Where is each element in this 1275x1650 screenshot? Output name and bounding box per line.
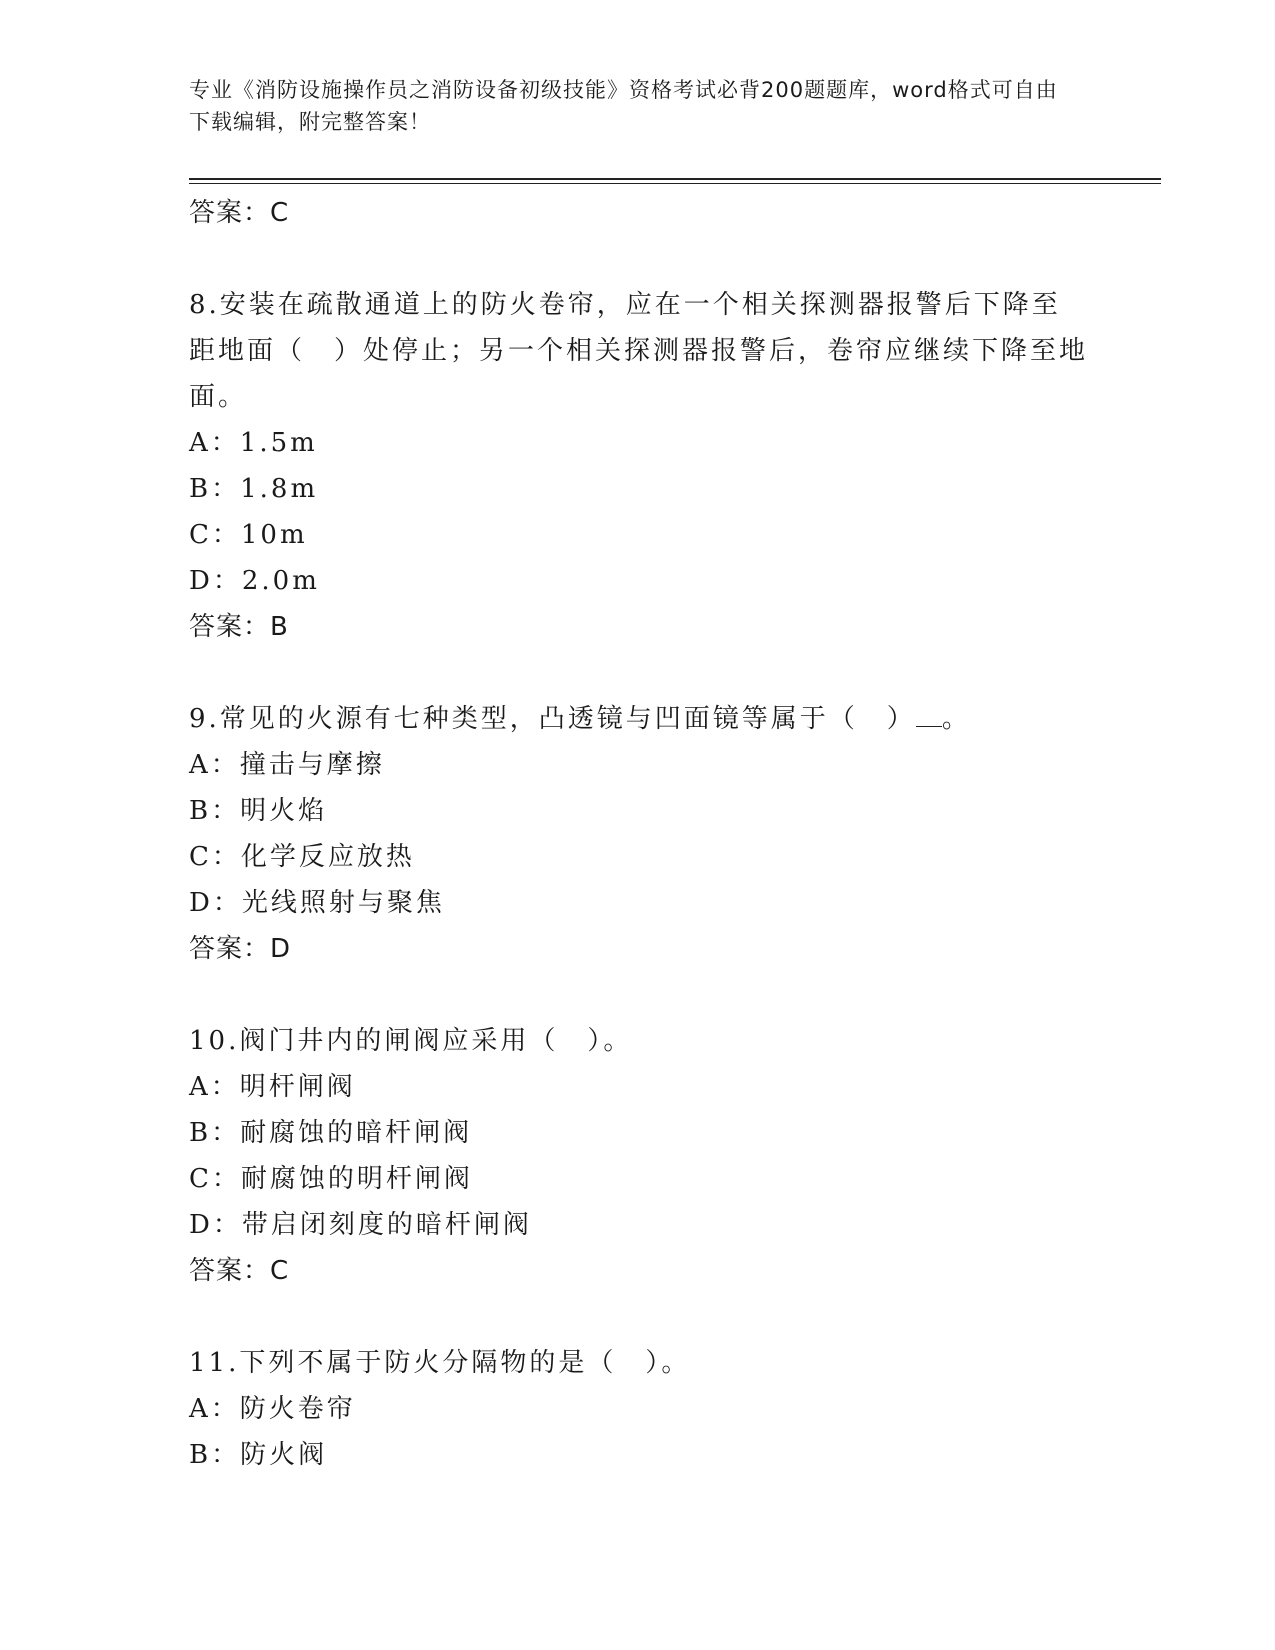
question-text: 11.下列不属于防火分隔物的是（ ）。 — [189, 1348, 691, 1378]
question-text: 10.阀门井内的闸阀应采用（ ）。 — [189, 1026, 633, 1056]
option-d: D：2.0m — [189, 566, 320, 596]
answer-label: 答案：B — [189, 612, 289, 642]
document-header: 专业《消防设施操作员之消防设备初级技能》资格考试必背200题题库，word格式可自由下载编辑，附完整答案！ — [189, 78, 1058, 134]
option-d: D：带启闭刻度的暗杆闸阀 — [189, 1210, 532, 1240]
option-c: C：耐腐蚀的明杆闸阀 — [189, 1164, 473, 1194]
option-b: B：耐腐蚀的暗杆闸阀 — [189, 1118, 473, 1148]
option-d: D：光线照射与聚焦 — [189, 888, 445, 918]
answer-blank — [916, 704, 942, 727]
header-rule-thick — [189, 178, 1161, 180]
option-a: A：撞击与摩擦 — [189, 750, 385, 780]
answer-label: 答案：C — [189, 198, 290, 228]
option-c: C：化学反应放热 — [189, 842, 415, 872]
option-a: A：防火卷帘 — [189, 1394, 356, 1424]
option-b: B：1.8m — [189, 474, 319, 504]
answer-label: 答案：C — [189, 1256, 290, 1286]
header-rule-thin — [189, 183, 1161, 184]
question-text: 9.常见的火源有七种类型，凸透镜与凹面镜等属于（ ） 。 — [189, 704, 971, 734]
question-list — [189, 190, 1089, 1478]
answer-label: 答案：D — [189, 934, 292, 964]
question-text: 8.安装在疏散通道上的防火卷帘，应在一个相关探测器报警后下降至距地面（ ）处停止；另一个相关探测器报警后，卷帘应继续下降至地面。 — [189, 290, 1089, 412]
option-a: A：明杆闸阀 — [189, 1072, 356, 1102]
option-a: A：1.5m — [189, 428, 318, 458]
option-c: C：10m — [189, 520, 308, 550]
option-b: B：明火焰 — [189, 796, 328, 826]
option-b: B：防火阀 — [189, 1440, 328, 1470]
